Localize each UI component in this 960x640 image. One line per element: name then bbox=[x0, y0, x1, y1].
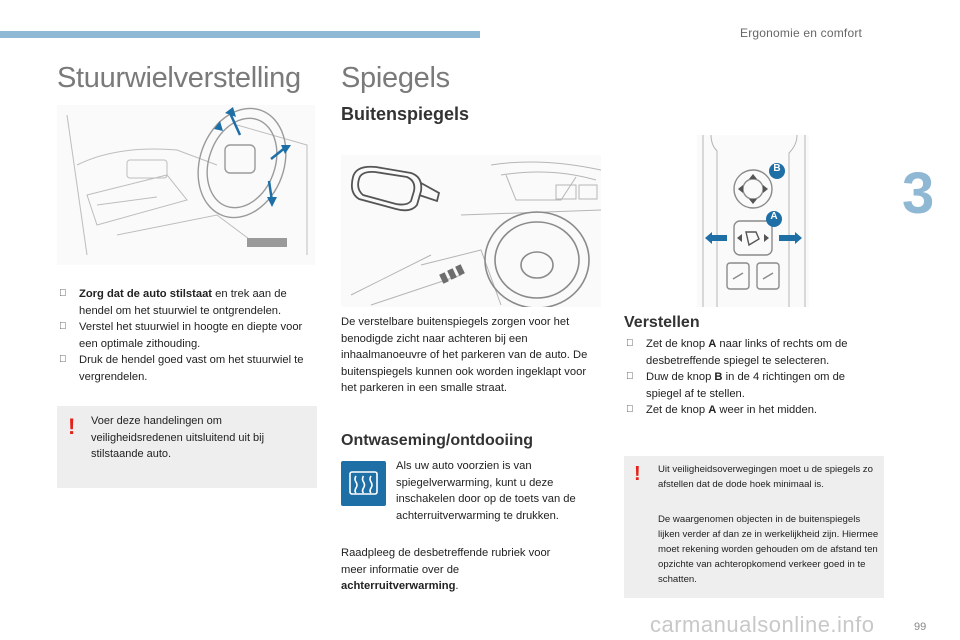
steering-step: Druk de hendel goed vast om het stuurwiel te vergrendelen. bbox=[79, 354, 304, 383]
dashboard-drawing bbox=[341, 155, 601, 307]
steering-title: Stuurwielverstelling bbox=[57, 62, 301, 94]
adjust-step: Zet de knop A naar links of rechts om de desbetreffende spiegel te selecteren. bbox=[646, 338, 848, 367]
steering-steps bbox=[57, 286, 315, 385]
steering-wheel-illustration bbox=[57, 105, 315, 265]
defrost-title: Ontwaseming/ontdooiing bbox=[341, 432, 533, 449]
knob-b-label: B bbox=[773, 163, 781, 174]
mirror-control-illustration bbox=[697, 135, 809, 307]
mirrors-warning-text-1: Uit veiligheidsoverwegingen moet u de spiegels zo afstellen dat de dode hoek minimaal is. bbox=[658, 464, 873, 490]
rear-defrost-button[interactable] bbox=[341, 461, 386, 506]
outside-mirrors-subtitle: Buitenspiegels bbox=[341, 104, 470, 124]
steering-warning-box bbox=[57, 406, 317, 488]
adjust-steps bbox=[624, 336, 880, 419]
header-accent-bar bbox=[0, 31, 480, 38]
steering-warning-text: Voer deze handelingen om veiligheidsredenen uitsluitend uit bij stilstaande auto. bbox=[91, 415, 265, 460]
mirrors-warning-text-2: De waargenomen objecten in de buitenspiegels lijken verder af dan ze in werkelijkheid zijn. Hiermee moet rekening worden gehouden om de afstand ten opzichte van achteropkomend verkeer goed in te schatten. bbox=[658, 514, 879, 585]
warning-icon: ! bbox=[634, 463, 641, 485]
page-number: 99 bbox=[914, 621, 927, 633]
chapter-number: 3 bbox=[902, 161, 935, 226]
dashboard-illustration bbox=[341, 155, 601, 307]
mirrors-warning-box bbox=[624, 456, 884, 598]
defrost-reference: Raadpleeg de desbetreffende rubriek voor meer informatie over de achterruitverwarming. bbox=[341, 547, 551, 592]
mirrors-intro: De verstelbare buitenspiegels zorgen voor het benodigde zicht naar achteren bij een inhaalmanoeuvre of het parkeren van de auto. De buitenspiegels kunnen ook worden ingeklapt voor het parkeren in een smalle straat. bbox=[341, 316, 588, 394]
adjust-step: Zet de knop A weer in het midden. bbox=[646, 404, 818, 416]
adjust-step: Duw de knop B in de 4 richtingen om de spiegel af te stellen. bbox=[646, 371, 846, 400]
steering-wheel-drawing bbox=[57, 105, 315, 265]
steering-step: Zorg dat de auto stilstaat en trek aan de hendel om het stuurwiel te ontgrendelen. bbox=[79, 288, 287, 317]
warning-icon: ! bbox=[68, 414, 76, 439]
mirrors-title: Spiegels bbox=[341, 62, 450, 94]
rear-defrost-link: achterruitverwarming bbox=[341, 580, 456, 592]
defrost-text: Als uw auto voorzien is van spiegelverwarming, kunt u deze inschakelen door op de toets van de achterruitverwarming te drukken. bbox=[396, 460, 576, 522]
knob-a-label: A bbox=[770, 211, 778, 222]
adjust-title: Verstellen bbox=[624, 314, 700, 331]
section-label: Ergonomie en comfort bbox=[740, 26, 863, 40]
mirror-control-drawing bbox=[697, 135, 809, 307]
watermark: carmanualsonline.info bbox=[650, 612, 875, 637]
rear-defrost-icon bbox=[341, 461, 386, 506]
steering-step: Verstel het stuurwiel in hoogte en diepte voor een optimale zithouding. bbox=[79, 321, 303, 350]
